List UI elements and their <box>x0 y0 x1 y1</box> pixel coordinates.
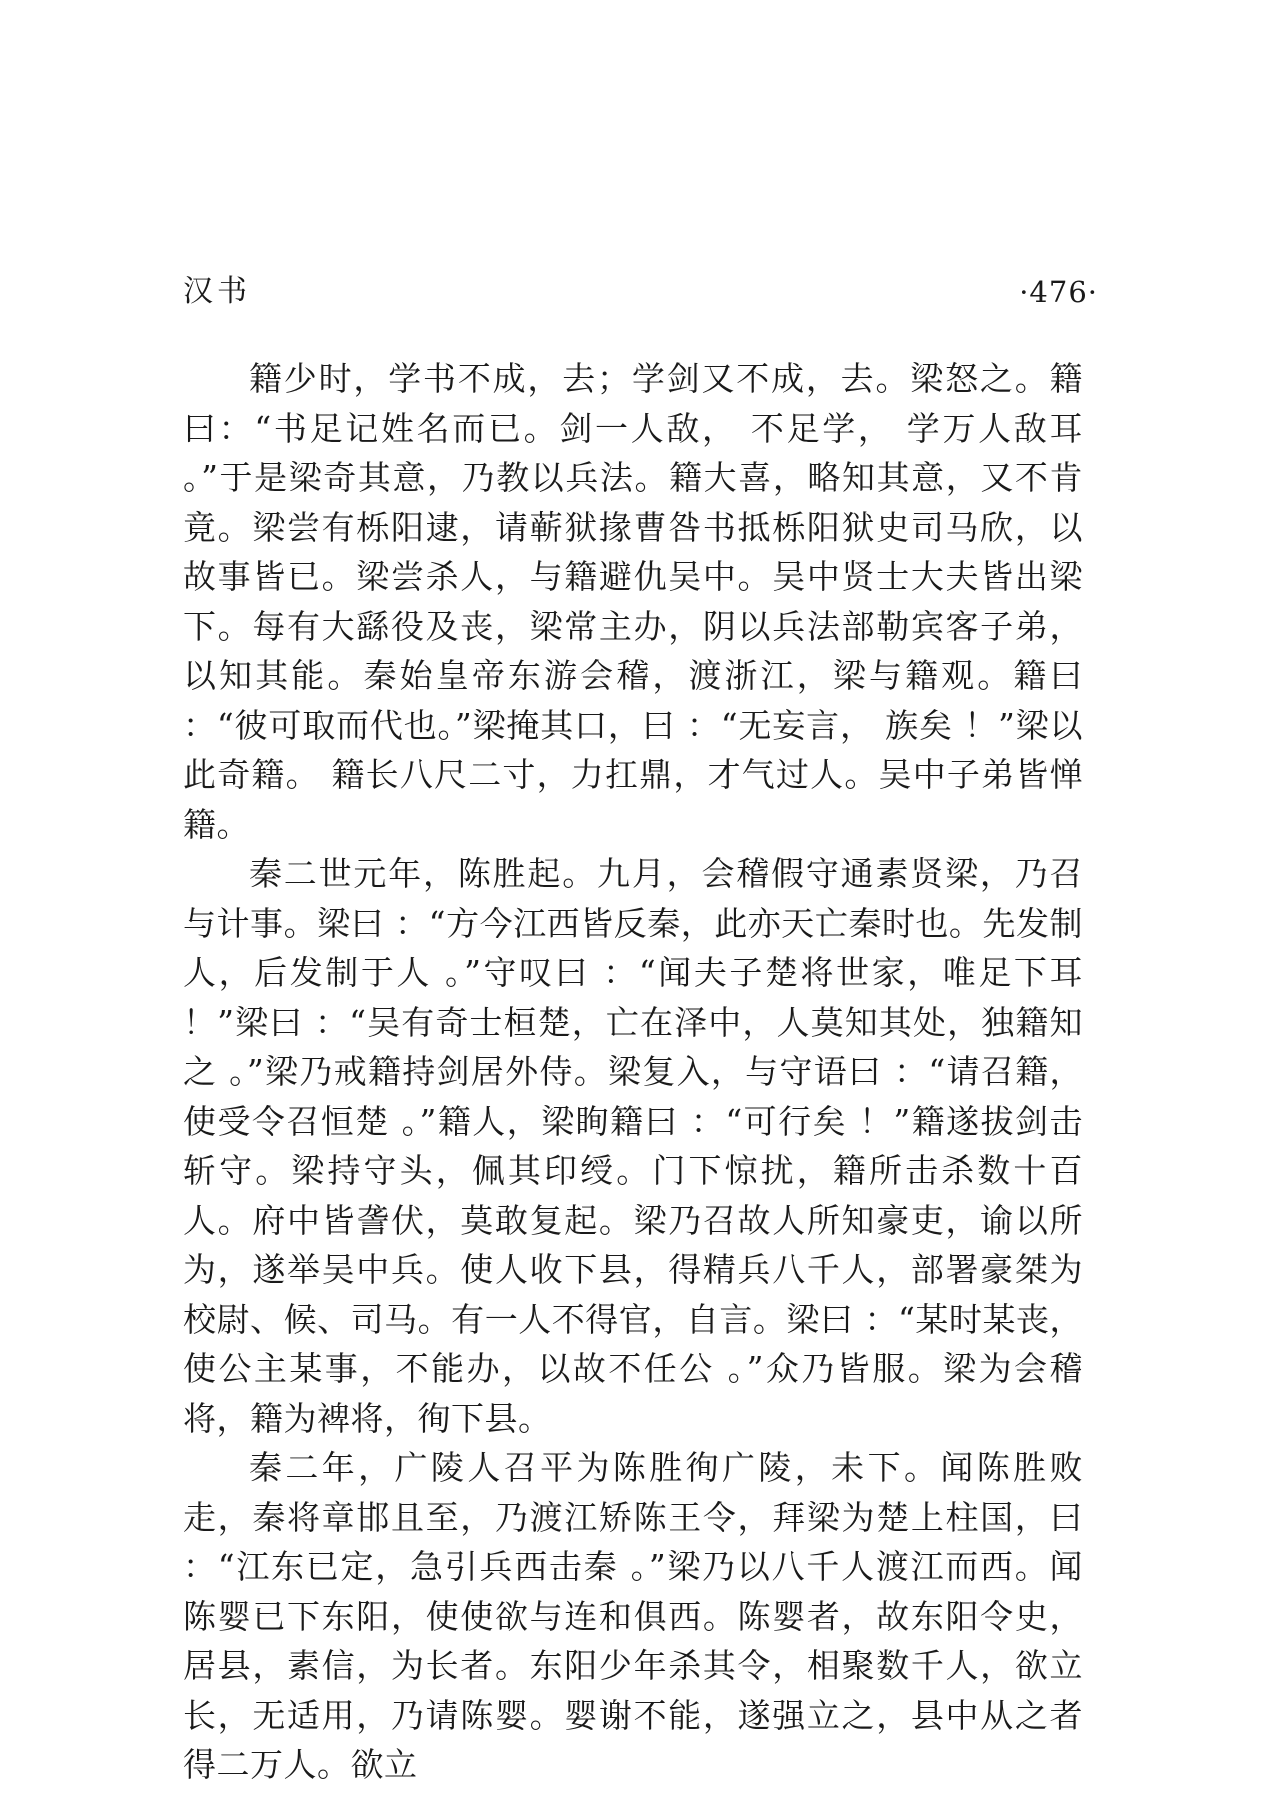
book-title: 汉书 <box>183 274 251 309</box>
paragraph-3: 秦二年，广陵人召平为陈胜徇广陵，未下。闻陈胜败走，秦将章邯且至，乃渡江矫陈王令，拜梁为楚上柱国，曰 ：“江东已定，急引兵西击秦 。”梁乃以八千人渡江而西。闻陈婴已下东阳，使使欲与连和俱西。陈婴者，故东阳令史，居县，素信，为长者。东阳少年杀其令，相聚数千人，欲立长，无适用，乃请陈婴。婴谢不能，遂强立之，县中从之者得二万人。欲立 <box>183 1448 1083 1784</box>
paragraph-2: 秦二世元年，陈胜起。九月，会稽假守通素贤梁，乃召与计事。梁曰 ：“方今江西皆反秦，此亦天亡秦时也。先发制人，后发制于人 。”守叹曰 ：“闻夫子楚将世家，唯足下耳 ！”梁曰 ：“吴有奇士桓楚，亡在泽中，人莫知其处，独籍知之 。”梁乃戒籍持剑居外侍。梁复入，与守语曰 ：“请召籍，使受令召恒楚 。”籍人，梁眴籍曰 ：“可行矣 ！”籍遂拔剑击斩守。梁持守头，佩其印绶。门下惊扰，籍所击杀数十百人。府中皆詟伏，莫敢复起。梁乃召故人所知豪吏，谕以所为，遂举吴中兵。使人收下县，得精兵八千人，部署豪桀为校尉、候、司马。有一人不得官，自言。梁曰 ：“某时某丧，使公主某事，不能办，以故不任公 。”众乃皆服。梁为会稽将，籍为裨将，徇下县。 <box>183 854 1083 1438</box>
body-text <box>183 354 1083 1790</box>
page-header <box>183 270 1098 314</box>
paragraph-1: 籍少时，学书不成，去；学剑又不成，去。梁怒之。籍曰：“书足记姓名而已。剑一人敌， 不足学， 学万人敌耳 。”于是梁奇其意，乃教以兵法。籍大喜，略知其意，又不肯竟。梁尝有栎阳逮，请蕲狱掾曹咎书抵栎阳狱史司马欣，以故事皆已。梁尝杀人，与籍避仇吴中。吴中贤士大夫皆出梁下。每有大繇役及丧，梁常主办，阴以兵法部勒宾客子弟，以知其能。秦始皇帝东游会稽，渡浙江，梁与籍观。籍曰 ：“彼可取而代也。”梁掩其口，曰 ：“无妄言， 族矣 ！”梁以此奇籍。 籍长八尺二寸，力扛鼎，才气过人。吴中子弟皆惮籍。 <box>183 359 1083 844</box>
page-number: ·476· <box>1019 275 1098 309</box>
